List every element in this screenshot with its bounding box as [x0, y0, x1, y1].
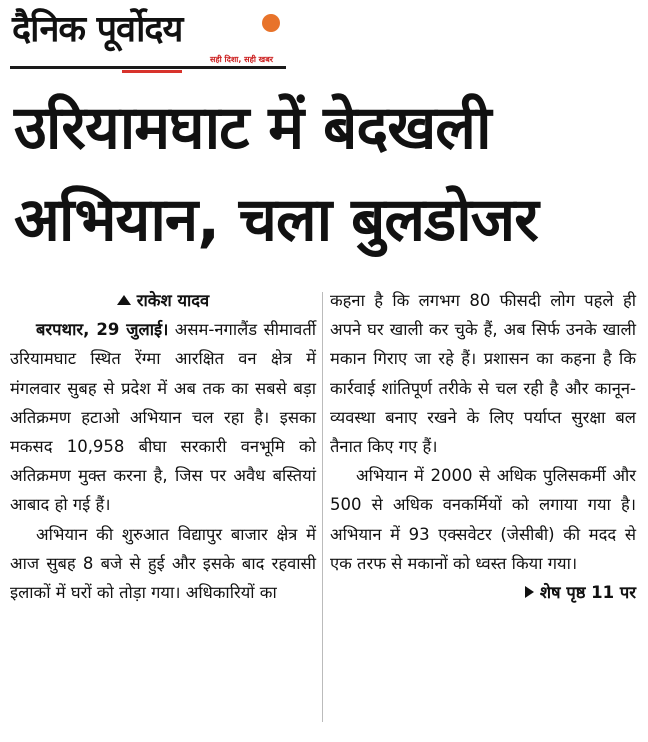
- article-paragraph-1: [10, 315, 316, 519]
- paragraph-2-text: अभियान की शुरुआत विद्यापुर बाजार क्षेत्र में आज सुबह 8 बजे से हुई और इसके बाद रहवासी इलाकों में घरों को तोड़ा गया। अधिकारियों का: [10, 524, 316, 603]
- byline: [10, 286, 316, 315]
- headline-line-2: अभियान, चला बुलडोजर: [14, 185, 538, 255]
- masthead-accent-bar: [122, 70, 182, 73]
- article-column-left: [10, 286, 316, 607]
- byline-author: राकेश यादव: [136, 291, 210, 310]
- triangle-up-icon: [117, 295, 131, 305]
- column-divider: [322, 292, 323, 722]
- article-paragraph-2-continued: [330, 286, 636, 461]
- article-column-right: [330, 286, 636, 607]
- paragraph-2-continued-text: कहना है कि लगभग 80 फीसदी लोग पहले ही अपने घर खाली कर चुके हैं, अब सिर्फ उनके खाली मकान गिराए जा रहे हैं। प्रशासन का कहना है कि कार्रवाई शांतिपूर्ण तरीके से चल रही है और कानून-व्यवस्था बनाए रखने के लिए पर्याप्त सुरक्षा बल तैनात किए गए हैं।: [330, 291, 636, 457]
- article-paragraph-3: [330, 461, 636, 603]
- masthead-dot-icon: [262, 14, 280, 32]
- dateline: बरपथार, 29 जुलाई।: [36, 320, 169, 340]
- triangle-right-icon: [525, 586, 534, 598]
- paragraph-1-text: असम-नगालैंड सीमावर्ती उरियामघाट स्थित रेंग्मा आरक्षित वन क्षेत्र में मंगलवार सुबह से प्रदेश में अब तक का सबसे बड़ा अतिक्रमण हटाओ अभियान चल रहा है। इसका मकसद 10,958 बीघा सरकारी वनभूमि को अतिक्रमण मुक्त करना है, जिस पर अवैध बस्तियां आबाद हो गई हैं।: [10, 320, 316, 515]
- masthead-title: दैनिक पूर्वोदय: [12, 9, 183, 50]
- article-paragraph-2: [10, 520, 316, 608]
- masthead: [10, 4, 286, 74]
- masthead-rule: [10, 66, 286, 69]
- headline: [14, 82, 638, 266]
- headline-line-1: उरियामघाट में बेदखली: [14, 93, 491, 163]
- masthead-tagline: सही दिशा, सही खबर: [210, 55, 274, 64]
- paragraph-3-text: अभियान में 2000 से अधिक पुलिसकर्मी और 500 से अधिक वनकर्मियों को लगाया गया है। अभियान में 93 एक्सवेटर (जेसीबी) की मदद से एक तरफ से मकानों को ध्वस्त किया गया।: [330, 466, 636, 573]
- continued-on-page: [525, 578, 636, 607]
- continued-text: शेष पृष्ठ 11 पर: [539, 583, 636, 603]
